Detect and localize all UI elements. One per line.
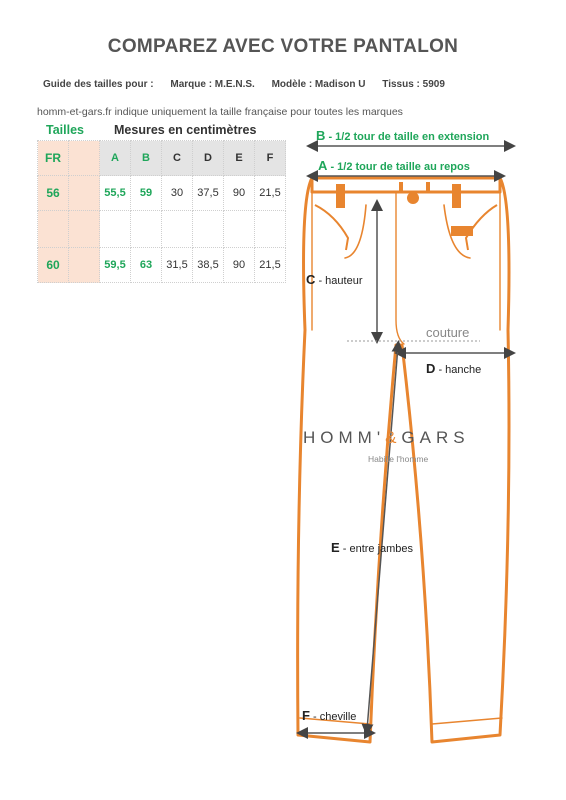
measure-e-text: - entre jambes — [342, 543, 414, 555]
cell-a: 55,5 — [100, 176, 131, 211]
measure-d-text: - hanche — [438, 364, 482, 376]
belt-loop — [336, 184, 345, 208]
guide-label: Guide des tailles pour : — [43, 79, 154, 90]
measure-e-letter: E — [331, 540, 340, 555]
page-title: COMPAREZ AVEC VOTRE PANTALON — [107, 36, 459, 57]
cell-c: 31,5 — [162, 248, 193, 283]
mesures-label: Mesures en centimètres — [114, 123, 257, 137]
measure-e-label — [331, 540, 413, 555]
cell-e: 90 — [224, 248, 255, 283]
brand-tagline: Habille l'homme — [368, 454, 429, 464]
cell-e: 90 — [224, 176, 255, 211]
belt-loop — [426, 182, 430, 192]
header-d: D — [193, 141, 224, 176]
cell-d: 37,5 — [193, 176, 224, 211]
header-b: B — [131, 141, 162, 176]
guide-tissus: Tissus : 5909 — [382, 79, 445, 90]
measure-c-text: - hauteur — [318, 275, 363, 287]
french-size-note: homm-et-gars.fr indique uniquement la taille française pour toutes les marques — [37, 106, 403, 118]
cell-b: 59 — [131, 176, 162, 211]
belt-loop — [452, 184, 461, 208]
measure-b-letter: B — [316, 128, 326, 143]
cell-c: 30 — [162, 176, 193, 211]
measure-b-text: - 1/2 tour de taille en extension — [328, 131, 490, 143]
pocket-flap — [451, 226, 473, 236]
guide-modele: Modèle : Madison U — [271, 79, 366, 90]
measure-b-label — [316, 128, 489, 143]
cell-f: 21,5 — [255, 176, 286, 211]
measure-d-letter: D — [426, 361, 436, 376]
belt-loop — [399, 182, 403, 192]
measure-f-label — [302, 708, 356, 723]
measure-f-letter: F — [302, 708, 310, 723]
cell-b: 63 — [131, 248, 162, 283]
cell-a: 59,5 — [100, 248, 131, 283]
header-c: C — [162, 141, 193, 176]
measure-c-letter: C — [306, 272, 316, 287]
measure-a-label — [318, 158, 470, 173]
tailles-label: Tailles — [46, 123, 84, 137]
couture-label: couture — [426, 325, 470, 340]
brand-right: GARS — [401, 428, 470, 447]
header-fr: FR — [38, 141, 69, 176]
measure-f-text: - cheville — [313, 711, 357, 723]
cell-f: 21,5 — [255, 248, 286, 283]
header-a: A — [100, 141, 131, 176]
measure-c-label — [306, 272, 362, 287]
guide-marque: Marque : M.E.N.S. — [170, 79, 255, 90]
waist-button — [407, 192, 419, 204]
measure-d-label — [426, 361, 481, 376]
row-size-fr: 60 — [38, 248, 69, 283]
measure-a-letter: A — [318, 158, 328, 173]
row-size-fr: 56 — [38, 176, 69, 211]
header-e: E — [224, 141, 255, 176]
header-f: F — [255, 141, 286, 176]
brand-logo — [303, 428, 470, 448]
measure-e-line — [367, 346, 398, 730]
measure-a-text: - 1/2 tour de taille au repos — [330, 161, 470, 173]
pocket — [315, 205, 348, 250]
cell-d: 38,5 — [193, 248, 224, 283]
brand-left: HOMM' — [303, 428, 386, 447]
brand-ampersand: & — [385, 428, 402, 447]
